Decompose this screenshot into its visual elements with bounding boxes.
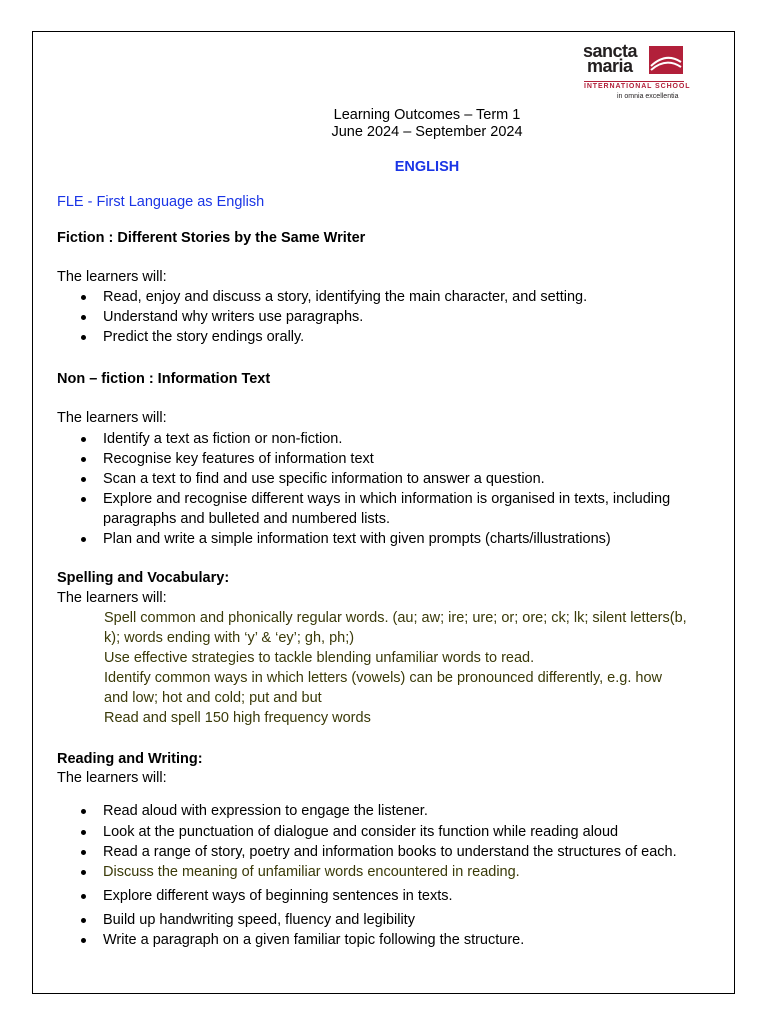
- list-item: Discuss the meaning of unfamiliar words encountered in reading.: [57, 862, 697, 882]
- list-item: Identify a text as fiction or non-fiction.: [57, 429, 697, 449]
- spelling-line: Use effective strategies to tackle blending unfamiliar words to read.: [104, 650, 535, 666]
- spelling-line: Read and spell 150 high frequency words: [104, 710, 371, 726]
- list-item: Scan a text to find and use specific information to answer a question.: [57, 469, 697, 489]
- spelling-block: [57, 608, 687, 728]
- logo-motto: in omnia excellentia: [617, 93, 679, 100]
- list-item: Plan and write a simple information text with given prompts (charts/illustrations): [57, 529, 697, 549]
- list-item: Write a paragraph on a given familiar topic following the structure.: [57, 930, 697, 950]
- program-label: FLE - First Language as English: [57, 194, 265, 210]
- logo-name-line2: maria: [587, 56, 633, 76]
- logo-wordmark: [583, 41, 638, 76]
- fiction-heading: Fiction : Different Stories by the Same Writer: [57, 230, 366, 246]
- reading-list: [57, 801, 697, 950]
- nonfiction-intro: The learners will:: [57, 410, 167, 426]
- fiction-list: [57, 287, 697, 347]
- spelling-intro: The learners will:: [57, 590, 167, 606]
- school-logo: [583, 41, 703, 104]
- list-item: Understand why writers use paragraphs.: [57, 307, 697, 327]
- fiction-intro: The learners will:: [57, 269, 167, 285]
- logo-school-name: INTERNATIONAL SCHOOL: [584, 83, 691, 90]
- spelling-line: Spell common and phonically regular words. (au; aw; ire; ure; or; ore; ck; lk; silent letters(b, k); words ending with ‘y’ & ‘ey’; gh, ph;): [104, 610, 687, 646]
- reading-heading: Reading and Writing:: [57, 751, 203, 767]
- spelling-line: Identify common ways in which letters (vowels) can be pronounced differently, e.g. how and low; hot and cold; put and but: [104, 670, 662, 706]
- list-item: Explore and recognise different ways in which information is organised in texts, including paragraphs and bulleted and numbered lists.: [57, 489, 697, 529]
- subject-heading: ENGLISH: [394, 159, 460, 175]
- list-item: Recognise key features of information text: [57, 449, 697, 469]
- list-item: Explore different ways of beginning sentences in texts.: [57, 886, 697, 906]
- document-dates: June 2024 – September 2024: [331, 124, 523, 140]
- document-title: Learning Outcomes – Term 1: [333, 107, 521, 123]
- reading-intro: The learners will:: [57, 770, 167, 786]
- logo-divider: [584, 81, 684, 82]
- nonfiction-heading: Non – fiction : Information Text: [57, 371, 271, 387]
- list-item: Predict the story endings orally.: [57, 327, 697, 347]
- list-item: Read, enjoy and discuss a story, identifying the main character, and setting.: [57, 287, 697, 307]
- list-item: Look at the punctuation of dialogue and consider its function while reading aloud: [57, 822, 697, 842]
- nonfiction-list: [57, 429, 697, 549]
- logo-name-line1: sancta: [583, 41, 638, 61]
- logo-emblem-icon: [649, 46, 683, 74]
- list-item: Build up handwriting speed, fluency and legibility: [57, 910, 697, 930]
- spelling-heading: Spelling and Vocabulary:: [57, 570, 230, 586]
- list-item: Read aloud with expression to engage the listener.: [57, 801, 697, 821]
- list-item: Read a range of story, poetry and information books to understand the structures of each.: [57, 842, 697, 862]
